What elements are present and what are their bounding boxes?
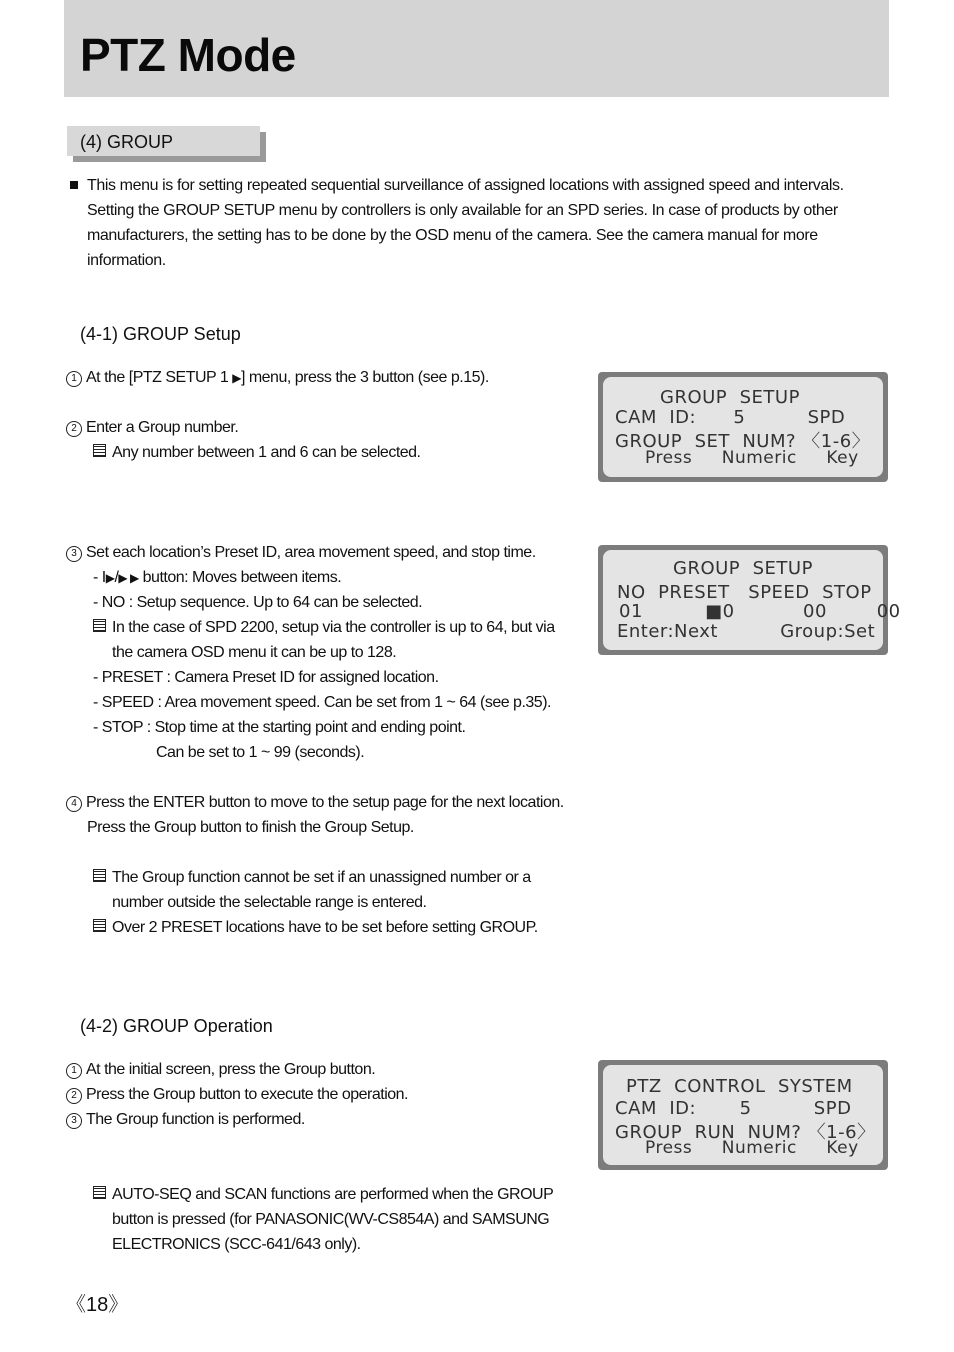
lcd-line: NO PRESET SPEED STOP	[617, 582, 872, 603]
setup-heading: (4-1) GROUP Setup	[80, 324, 241, 344]
setup-step-3-no: - NO : Setup sequence. Up to 64 can be selected.	[93, 594, 423, 611]
step-number: 3	[66, 1113, 82, 1129]
step-number: 1	[66, 1063, 82, 1079]
lcd-screen	[603, 550, 901, 650]
note-icon	[93, 1186, 106, 1199]
lcd-display-ptz-control	[598, 1060, 888, 1170]
setup-step-3-stop: - STOP : Stop time at the starting point and ending point.	[93, 719, 466, 736]
operation-step-1: 1 At the initial screen, press the Group button.	[66, 1057, 375, 1082]
lcd-line: GROUP SET NUM? 〈1-6〉	[615, 431, 871, 452]
intro-line: This menu is for setting repeated sequential surveillance of assigned locations with assigned speed and intervals.	[87, 177, 844, 194]
note-icon	[93, 919, 106, 932]
setup-step-3: 3 Set each location’s Preset ID, area movement speed, and stop time.	[66, 540, 536, 565]
note-icon	[93, 444, 106, 457]
lcd-line: GROUP RUN NUM? 〈1-6〉	[615, 1122, 876, 1143]
setup-step-3-stop-cont: Can be set to 1 ~ 99 (seconds).	[156, 744, 365, 761]
operation-step-3: 3 The Group function is performed.	[66, 1107, 305, 1132]
operation-note: AUTO-SEQ and SCAN functions are performed when the GROUP	[93, 1182, 553, 1207]
setup-step-3-note: In the case of SPD 2200, setup via the controller is up to 64, but via	[93, 615, 555, 640]
lcd-line: CAM ID: 5 SPD	[615, 407, 846, 428]
lcd-screen	[603, 377, 883, 477]
section-label: (4) GROUP	[80, 132, 174, 152]
setup-step-1: 1 At the [PTZ SETUP 1 ▶] menu, press the 3 button (see p.15).	[66, 365, 489, 391]
lcd-display-group-setup	[598, 372, 888, 482]
section-tab	[67, 126, 260, 156]
lcd-line: GROUP SETUP	[660, 387, 800, 408]
step-number: 1	[66, 371, 82, 387]
note-icon	[93, 869, 106, 882]
step-number: 3	[66, 546, 82, 562]
note-icon	[93, 619, 106, 632]
lcd-line: Press Numeric Key	[645, 1138, 859, 1158]
page-number: 《18》	[66, 1294, 129, 1316]
setup-step-3-move: - I▶/▶ ▶ button: Moves between items.	[93, 569, 342, 586]
intro-line: Setting the GROUP SETUP menu by controllers is only available for an SPD series. In case of products by other	[87, 202, 838, 219]
setup-step-2: 2 Enter a Group number.	[66, 415, 238, 440]
setup-step-4-note-1-cont: number outside the selectable range is entered.	[112, 894, 427, 911]
play-arrow-icon: ▶	[232, 371, 241, 385]
fast-forward-icon: ▶ ▶	[118, 571, 139, 585]
lcd-screen	[603, 1065, 883, 1165]
operation-heading: (4-2) GROUP Operation	[80, 1016, 273, 1036]
setup-step-3-note-cont: the camera OSD menu it can be up to 128.	[112, 644, 397, 661]
step-number: 4	[66, 796, 82, 812]
intro-line: manufacturers, the setting has to be done by the OSD menu of the camera. See the camera manual for more	[87, 227, 818, 244]
setup-step-4: 4 Press the ENTER button to move to the setup page for the next location.	[66, 790, 564, 815]
lcd-line: PTZ CONTROL SYSTEM	[626, 1076, 853, 1097]
lcd-line: CAM ID: 5 SPD	[615, 1098, 852, 1119]
setup-step-4-cont: Press the Group button to finish the Group Setup.	[87, 819, 414, 836]
setup-step-2-note: Any number between 1 and 6 can be selected.	[93, 440, 421, 465]
step-number: 2	[66, 421, 82, 437]
setup-step-3-speed: - SPEED : Area movement speed. Can be set from 1 ~ 64 (see p.35).	[93, 694, 551, 711]
lcd-line: 01 ■0 00 00	[619, 601, 901, 622]
page-title: PTZ Mode	[80, 29, 296, 81]
lcd-line: GROUP SETUP	[673, 558, 813, 579]
operation-note-cont: button is pressed (for PANASONIC(WV-CS854A) and SAMSUNG	[112, 1211, 550, 1228]
lcd-display-group-setup-items	[598, 545, 901, 655]
lcd-line: Press Numeric Key	[645, 448, 859, 468]
setup-step-3-preset: - PRESET : Camera Preset ID for assigned location.	[93, 669, 439, 686]
operation-note-cont: ELECTRONICS (SCC-641/643 only).	[112, 1236, 361, 1253]
setup-step-4-note-1: The Group function cannot be set if an unassigned number or a	[93, 865, 531, 890]
step-number: 2	[66, 1088, 82, 1104]
lcd-line: Enter:Next Group:Set	[617, 621, 876, 642]
intro-line: information.	[87, 252, 166, 269]
intro-paragraph	[70, 173, 870, 273]
setup-step-4-note-2: Over 2 PRESET locations have to be set before setting GROUP.	[93, 915, 538, 940]
operation-step-2: 2 Press the Group button to execute the operation.	[66, 1082, 408, 1107]
play-arrow-icon: ▶	[105, 571, 115, 585]
square-bullet-icon	[70, 181, 78, 189]
